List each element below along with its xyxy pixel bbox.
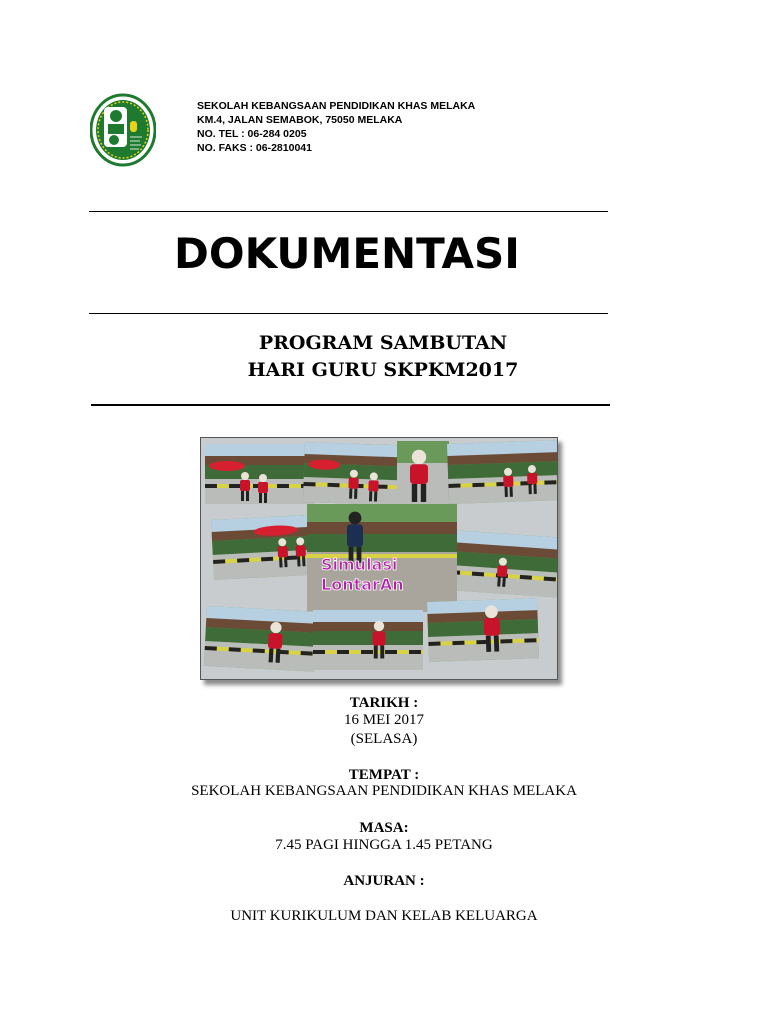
school-fax: NO. FAKS : 06-2810041 bbox=[197, 142, 312, 154]
school-name: SEKOLAH KEBANGSAAN PENDIDIKAN KHAS MELAKA bbox=[197, 100, 476, 112]
divider-bottom bbox=[91, 404, 610, 406]
collage-caption-line-1: Simulasi bbox=[321, 555, 398, 574]
date-value: 16 MEI 2017 bbox=[344, 712, 424, 728]
program-title-line-1: PROGRAM SAMBUTAN bbox=[258, 332, 508, 354]
day-value: (SELASA) bbox=[350, 731, 418, 747]
date-label: TARIKH : bbox=[349, 695, 419, 711]
photo-collage bbox=[200, 437, 558, 680]
place-label: TEMPAT : bbox=[348, 767, 420, 783]
school-address: KM.4, JALAN SEMABOK, 75050 MELAKA bbox=[197, 114, 403, 126]
organizer-label: ANJURAN : bbox=[343, 873, 425, 889]
document-title: DOKUMENTASI bbox=[174, 229, 520, 278]
time-label: MASA: bbox=[359, 820, 409, 836]
divider-top bbox=[89, 211, 608, 212]
place-value: SEKOLAH KEBANGSAAN PENDIDIKAN KHAS MELAKA bbox=[191, 783, 577, 799]
divider-middle bbox=[89, 313, 608, 314]
organizer-value: UNIT KURIKULUM DAN KELAB KELUARGA bbox=[230, 908, 538, 924]
time-value: 7.45 PAGI HINGGA 1.45 PETANG bbox=[275, 837, 493, 853]
collage-caption-line-2: LontarAn bbox=[321, 575, 404, 594]
program-title-line-2: HARI GURU SKPKM2017 bbox=[247, 359, 519, 381]
school-crest-icon bbox=[90, 93, 156, 167]
school-phone: NO. TEL : 06-284 0205 bbox=[197, 128, 307, 140]
